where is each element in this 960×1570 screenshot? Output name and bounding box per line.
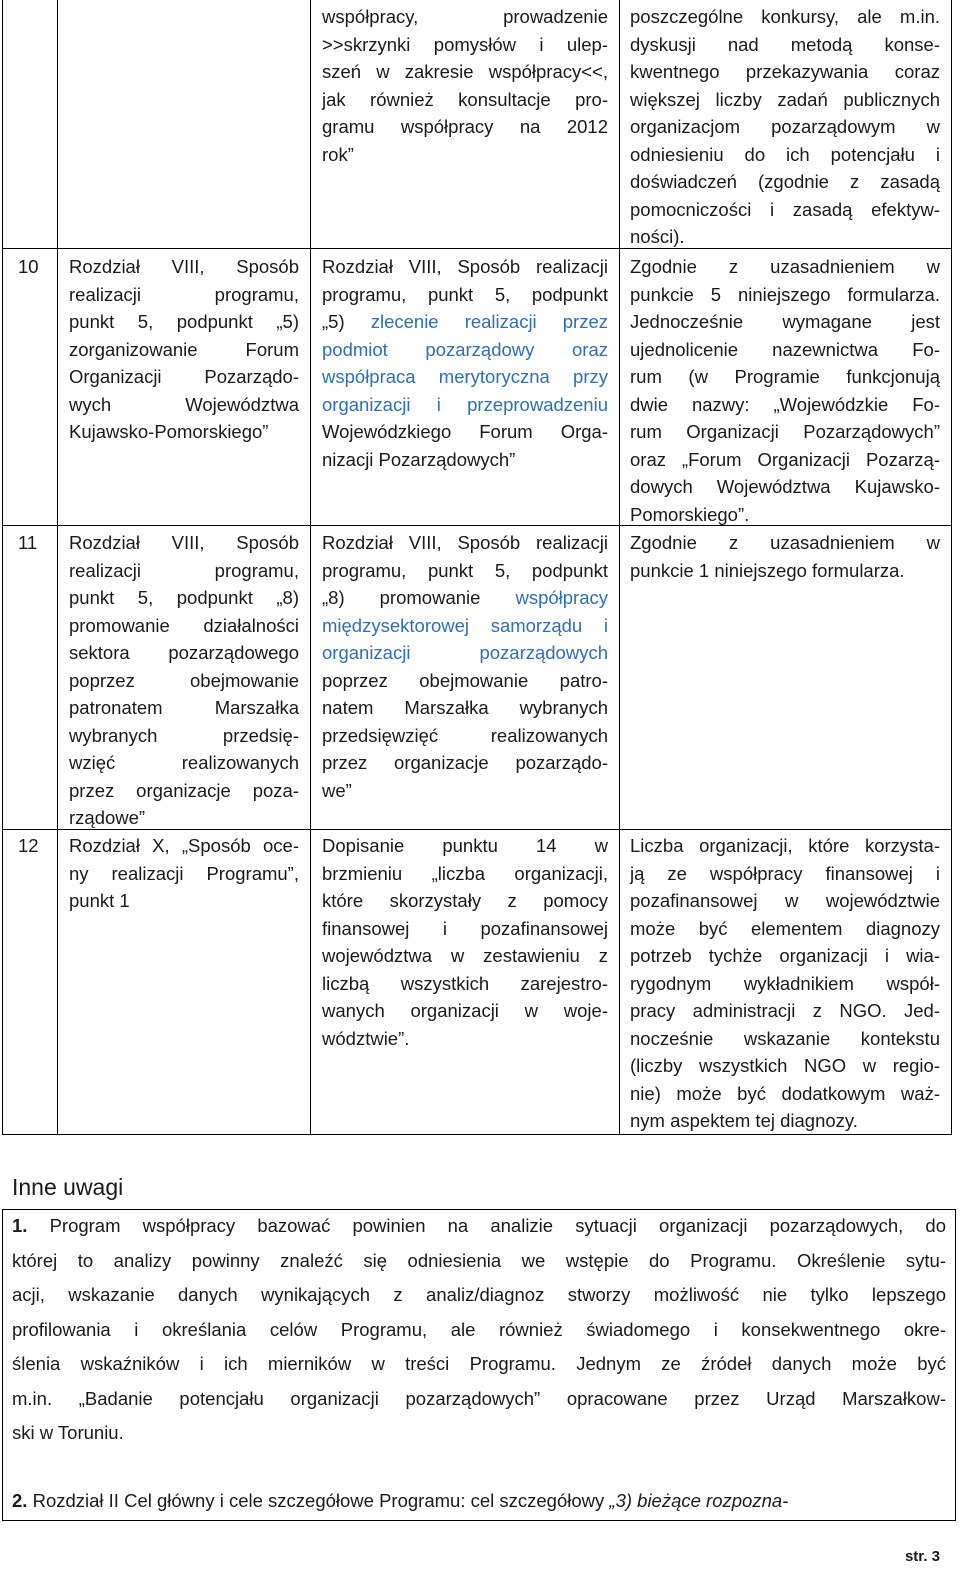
text-line: kwentnego przekazywania coraz [630, 61, 940, 82]
text-line: Rozdział X, „Sposób oce- [69, 835, 299, 856]
text-line [322, 860, 608, 888]
text-line: ujednolicenie nazewnictwa Fo- [630, 338, 940, 360]
row-10-justification [630, 253, 940, 528]
remark-text: Rozdział II Cel główny i cele szczegółowe Programu: cel szczegółowy [27, 1490, 610, 1511]
text-line: poszczególne konkursy, ale m.in. [630, 6, 940, 27]
text-line: punkt 1 [69, 890, 130, 911]
text-run: województwa w zestawieniu z [322, 945, 608, 966]
row-12-section [69, 832, 299, 915]
text-run: Rozdział VIII, Sposób realizacji [322, 532, 608, 553]
remark-text: ślenia wskaźników i ich mierników w treści Programu. Jednym ze źródeł danych może być [12, 1353, 946, 1374]
text-line: organizacjom pozarządowym w [630, 116, 940, 137]
text-line: Pomorskiego”. [630, 503, 750, 525]
text-line [322, 557, 608, 585]
remark-1 [12, 1209, 946, 1451]
text-line: szeń w zakresie współpracy<<, [322, 61, 608, 82]
row-number: 11 [18, 532, 38, 553]
table-divider-num [57, 0, 58, 1135]
row-11-justification [630, 529, 940, 584]
text-line [322, 777, 608, 805]
text-line: Organizacji Pozarządo- [69, 366, 299, 387]
text-run: przez organizacje pozarządo- [322, 752, 608, 773]
section-heading: Inne uwagi [12, 1174, 124, 1200]
text-line: (liczby wszystkich NGO w regio- [630, 1055, 940, 1076]
text-line [322, 446, 608, 474]
text-line: promowanie działalności [69, 614, 299, 636]
text-line [322, 336, 608, 364]
text-line [12, 1313, 946, 1348]
row-10-section [69, 253, 299, 446]
text-run: we” [322, 779, 352, 801]
text-line: dyskusji nad metodą konse- [630, 33, 940, 55]
table-border-left [2, 0, 3, 1135]
text-line [12, 1244, 946, 1279]
row-12-proposal [322, 832, 608, 1052]
text-line [12, 1416, 946, 1451]
remark-text: ski w Toruniu. [12, 1422, 124, 1443]
row-number: 12 [18, 835, 39, 856]
text-line: punkcie 5 niniejszego formularza. [630, 283, 940, 305]
remark-text: profilowania i określania celów Programu, ale również świadomego i konsekwentnego okre- [12, 1318, 946, 1340]
row-number: 10 [18, 256, 39, 277]
text-line [322, 915, 608, 943]
remark-number: 2. [12, 1490, 28, 1511]
text-line: ją ze współpracy finansowej i [630, 862, 940, 884]
text-line: rygodnym wykładnikiem współ- [630, 972, 940, 994]
text-line: Liczba organizacji, które korzysta- [630, 835, 940, 856]
highlighted-change: współpracy [515, 587, 608, 608]
row-12-justification [630, 832, 940, 1135]
text-line [12, 1209, 946, 1244]
text-line: punkt 5, podpunkt „8) [69, 587, 299, 608]
remark-number: 1. [12, 1215, 28, 1236]
text-line [322, 722, 608, 750]
text-line: nocześnie wskazanie kontekstu [630, 1027, 940, 1049]
highlighted-change: współpraca merytoryczna przy [322, 366, 608, 387]
text-line [322, 832, 608, 860]
row-11-section [69, 529, 299, 832]
text-line [322, 749, 608, 777]
text-line [322, 694, 608, 722]
text-line: Rozdział VIII, Sposób [69, 256, 299, 277]
highlighted-change: międzysektorowej samorządu i [322, 614, 608, 636]
text-line: odniesieniu do ich potencjału i [630, 143, 940, 165]
text-line [322, 942, 608, 970]
text-line: Zgodnie z uzasadnieniem w [630, 532, 940, 553]
remark-2 [12, 1484, 946, 1519]
text-line: ny realizacji Programu”, [69, 862, 299, 884]
text-line: przez organizacje poza- [69, 779, 299, 801]
remark-text: której to analizy powinny znaleźć się odniesienia we wstępie do Programu. Określenie sytu- [12, 1249, 946, 1271]
text-line: dwie nazwy: „Wojewódzkie Fo- [630, 393, 940, 415]
text-line [322, 612, 608, 640]
text-line: wzięć realizowanych [69, 752, 299, 773]
text-run: „8) promowanie [322, 587, 516, 608]
text-line: doświadczeń (zgodnie z zasadą [630, 171, 940, 192]
remark-text: m.in. „Badanie potencjału organizacji pozarządowych” opracowane przez Urząd Marszałkow- [12, 1387, 946, 1409]
text-line: pracy administracji z NGO. Jed- [630, 1000, 940, 1021]
text-line: >>skrzynki pomysłów i ulep- [322, 33, 608, 55]
text-run: natem Marszałka wybranych [322, 697, 608, 718]
text-line: realizacji programu, [69, 559, 299, 581]
text-line: rządowe” [69, 807, 146, 828]
text-line [322, 970, 608, 998]
text-line [12, 1382, 946, 1417]
text-line [322, 281, 608, 309]
text-run: przedsięwzięć realizowanych [322, 724, 608, 746]
text-line [12, 1347, 946, 1382]
text-line [322, 363, 608, 391]
text-line: rum Organizacji Pozarządowych” [630, 421, 940, 442]
text-line [322, 391, 608, 419]
highlighted-change: podmiot pozarządowy oraz [322, 338, 608, 360]
text-line: ności). [630, 226, 685, 247]
text-line: oraz „Forum Organizacji Pozarzą- [630, 448, 940, 470]
text-run: liczbą wszystkich zarejestro- [322, 972, 608, 994]
text-run: „5) [322, 311, 371, 332]
text-run: Wojewódzkiego Forum Orga- [322, 421, 608, 442]
text-line: jak również konsultacje pro- [322, 88, 608, 110]
text-line: Rozdział VIII, Sposób [69, 532, 299, 553]
text-line: współpracy, prowadzenie [322, 6, 608, 27]
top-cell-col2 [322, 3, 608, 168]
text-run: nizacji Pozarządowych” [322, 448, 516, 470]
highlighted-change: zlecenie realizacji przez [370, 311, 608, 332]
table-divider-col1 [310, 0, 311, 1135]
text-line: rok” [322, 143, 354, 165]
highlighted-change: organizacji i przeprowadzeniu [322, 393, 608, 415]
text-run: wanych organizacji w woje- [322, 1000, 608, 1021]
text-line [322, 418, 608, 446]
text-line: większej liczby zadań publicznych [630, 88, 940, 110]
table-border-right [951, 0, 952, 1135]
text-line: sektora pozarządowego [69, 642, 299, 663]
text-run: poprzez obejmowanie patro- [322, 669, 608, 691]
text-run: które skorzystały z pomocy [322, 890, 608, 911]
text-line: rum (w Programie funkcjonują [630, 366, 940, 387]
text-run: wództwie”. [322, 1027, 410, 1049]
text-line: pozafinansowej w województwie [630, 890, 940, 911]
remark-text: acji, wskazanie danych wynikających z analiz/diagnoz stworzy możliwość nie tylko lepszego [12, 1284, 946, 1305]
page-number: str. 3 [904, 1548, 940, 1565]
text-line: gramu współpracy na 2012 [322, 116, 608, 137]
text-line [322, 529, 608, 557]
text-line: nym aspektem tej diagnozy. [630, 1110, 858, 1131]
text-line [322, 997, 608, 1025]
highlighted-change: organizacji pozarządowych [322, 642, 608, 663]
remark-text: Program współpracy bazować powinien na analizie sytuacji organizacji pozarządowych, do [27, 1215, 946, 1236]
text-run: programu, punkt 5, podpunkt [322, 283, 608, 305]
text-line: realizacji programu, [69, 283, 299, 305]
table-divider-col2 [619, 0, 620, 1135]
text-line [322, 639, 608, 667]
text-line: zorganizowanie Forum [69, 338, 299, 360]
text-line: Kujawsko-Pomorskiego” [69, 421, 269, 442]
text-line: poprzez obejmowanie [69, 669, 299, 691]
text-line: wybranych przedsię- [69, 724, 299, 746]
remark-italic: „3) bieżące rozpozna- [609, 1490, 789, 1511]
text-run: programu, punkt 5, podpunkt [322, 559, 608, 581]
text-line: wych Województwa [69, 393, 299, 415]
text-run: finansowej i pozafinansowej [322, 917, 608, 939]
text-line: potrzeb tychże organizacji i wia- [630, 945, 940, 966]
text-line: Zgodnie z uzasadnieniem w [630, 256, 940, 277]
text-line: punkt 5, podpunkt „5) [69, 311, 299, 332]
text-line: może być elementem diagnozy [630, 917, 940, 939]
text-line [322, 253, 608, 281]
text-line [322, 887, 608, 915]
text-line: Jednocześnie wymagane jest [630, 311, 940, 332]
text-line: nie) może być dodatkowym waż- [630, 1082, 940, 1104]
row-10-proposal [322, 253, 608, 473]
text-run: Rozdział VIII, Sposób realizacji [322, 256, 608, 277]
text-run: brzmieniu „liczba organizacji, [322, 862, 608, 884]
text-line: dowych Województwa Kujawsko- [630, 476, 940, 497]
row-11-proposal [322, 529, 608, 804]
text-line: punkcie 1 niniejszego formularza. [630, 559, 905, 581]
text-line [322, 584, 608, 612]
text-line [12, 1278, 946, 1313]
text-line [322, 667, 608, 695]
text-line [322, 1025, 608, 1053]
text-line: patronatem Marszałka [69, 697, 299, 718]
text-line [322, 308, 608, 336]
text-run: Dopisanie punktu 14 w [322, 835, 608, 856]
text-line: pomocniczości i zasadą efektyw- [630, 198, 940, 220]
top-cell-col3 [630, 3, 940, 251]
